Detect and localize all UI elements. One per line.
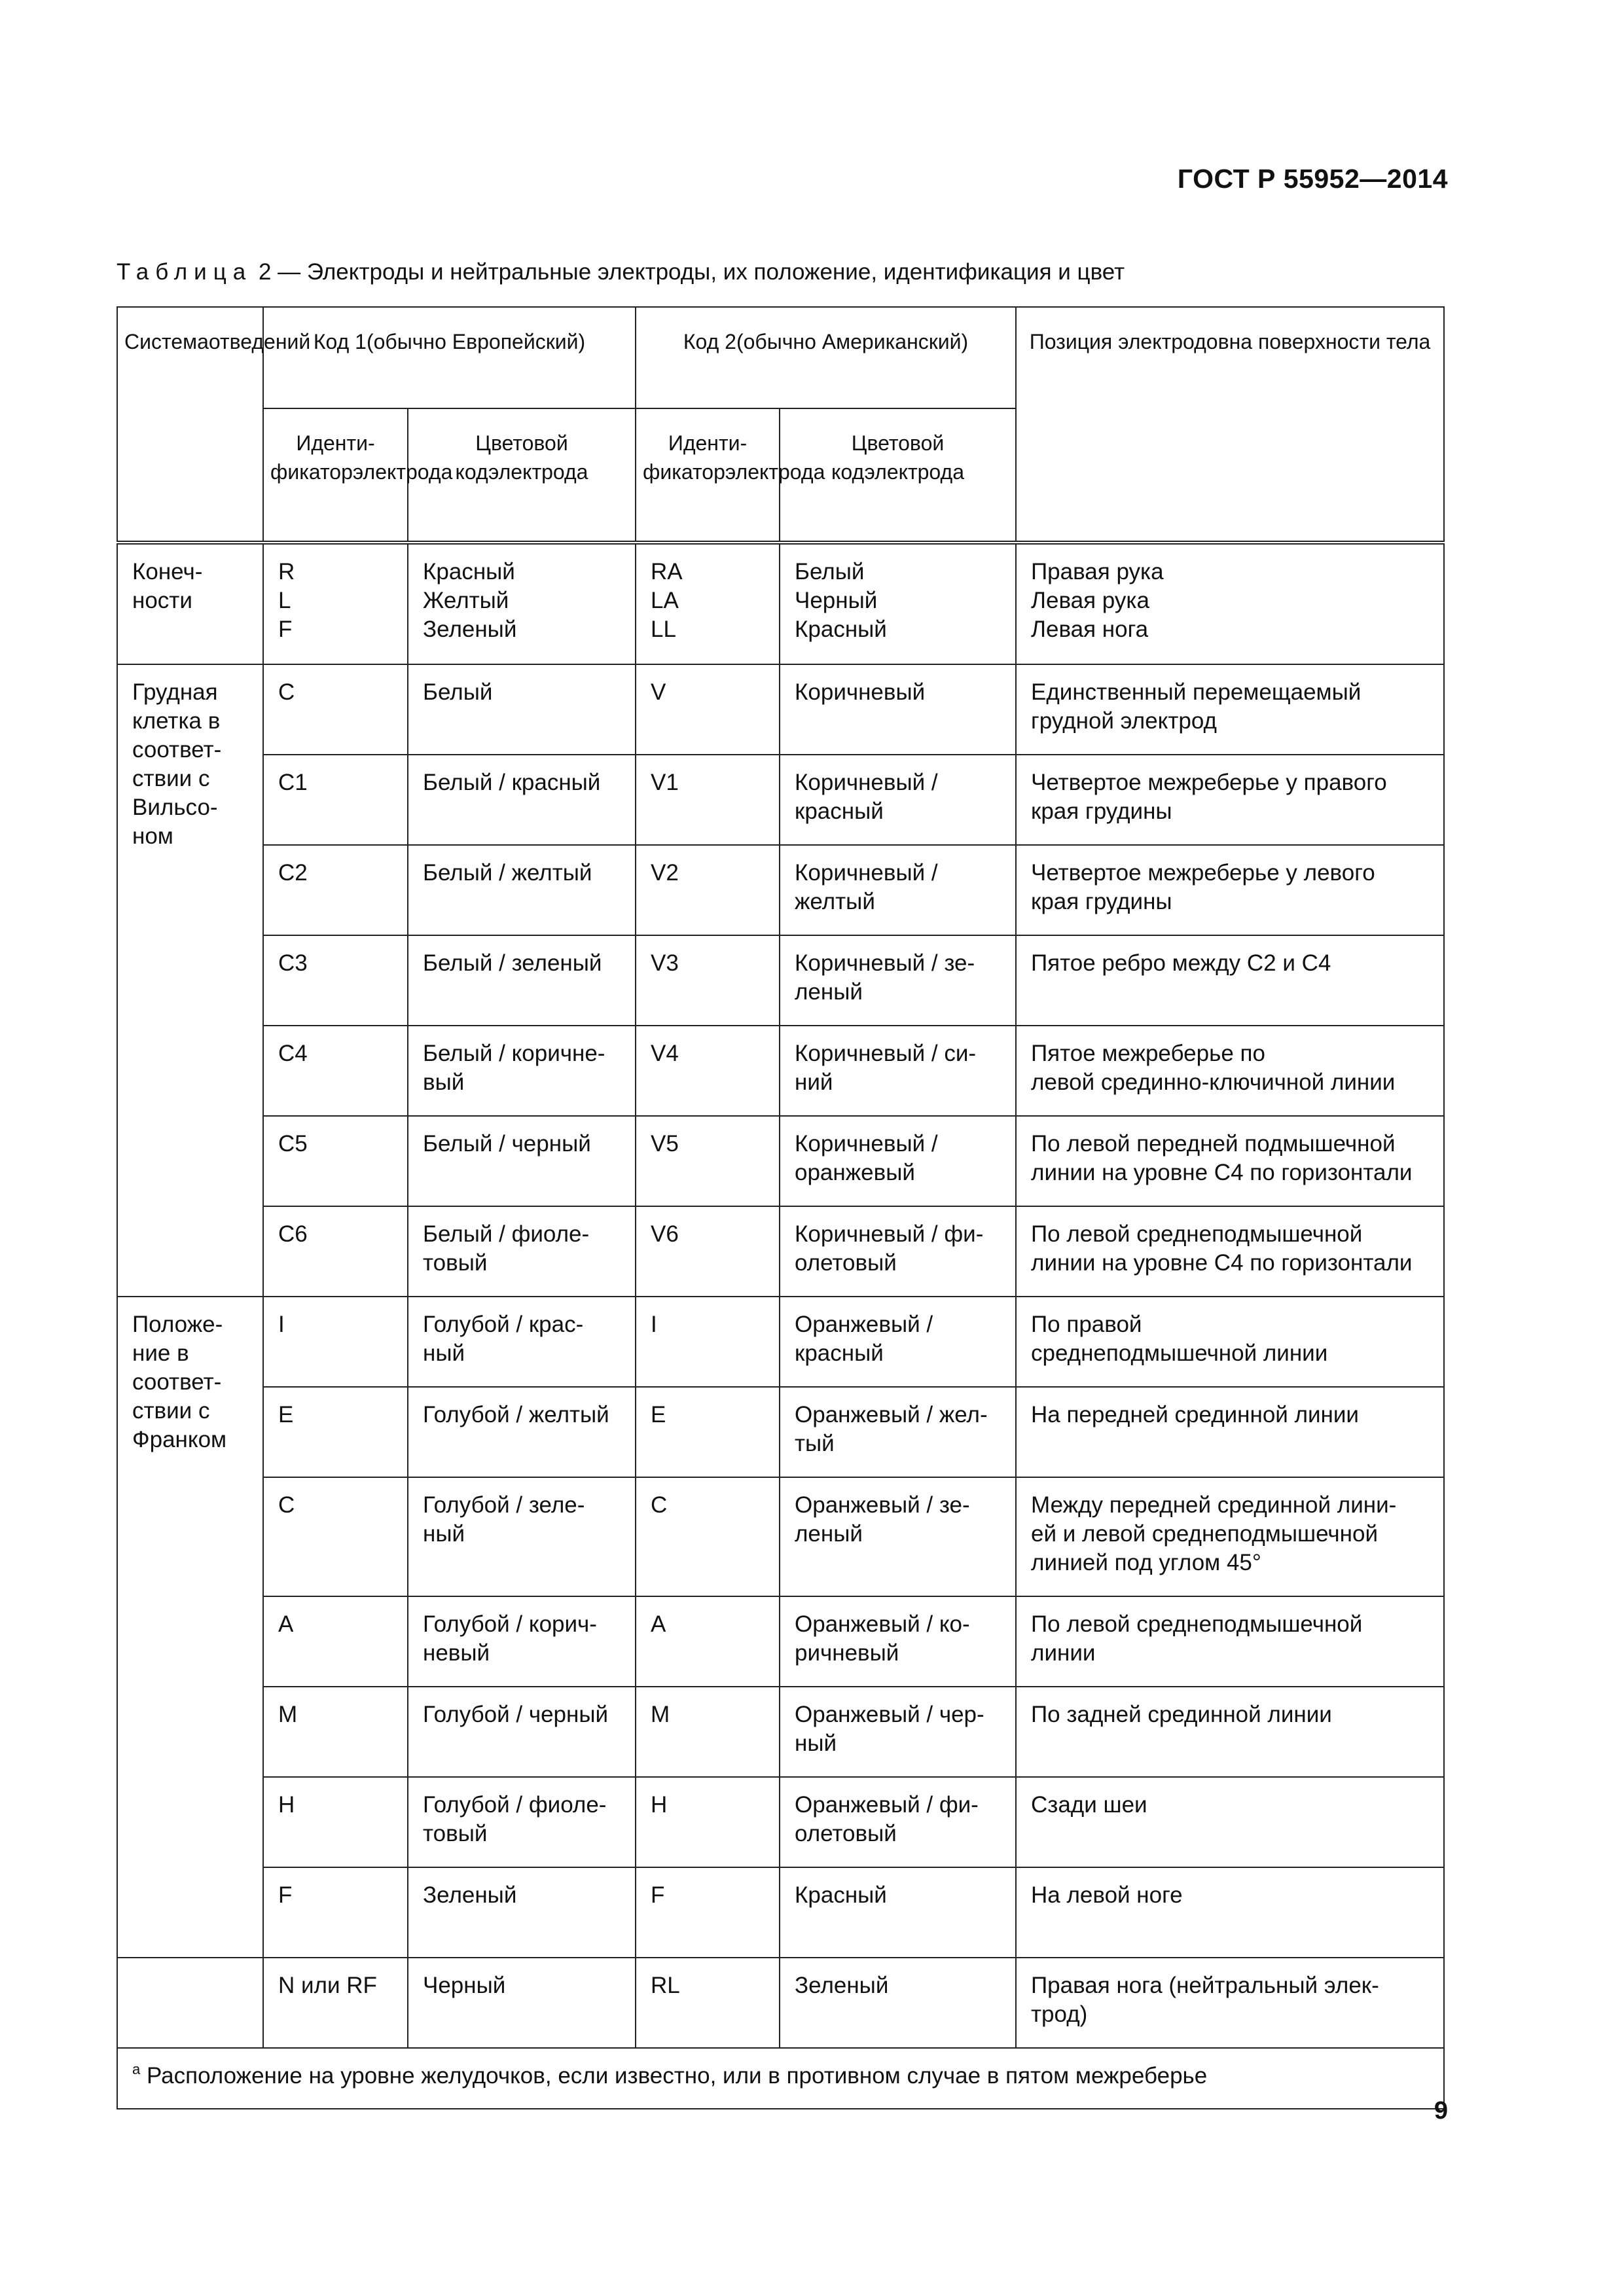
text-line: C1 [278,770,308,795]
text-line: Голубой / крас- [423,1312,584,1337]
text-line: A [651,1611,666,1637]
text-line: Сзади шеи [1031,1792,1147,1818]
text-line: олетовый [795,1250,897,1276]
text-line: Цветовой код [831,431,945,484]
cell-color1 [408,1777,636,1867]
cell-id2 [636,1477,780,1596]
text-line: края грудины [1031,798,1172,824]
table-row [117,1206,1444,1297]
system-frank [117,1297,263,1958]
cell-color1 [408,845,636,935]
text-line: ние в [132,1340,189,1366]
text-line: вый [423,1069,465,1095]
text-line: Коричневый / фи- [795,1221,984,1247]
text-line: ный [423,1340,465,1366]
header-position [1016,307,1444,543]
cell-id1 [263,664,408,755]
text-line: По левой среднеподмышечной [1031,1611,1363,1637]
caption-label: Таблица [117,259,253,285]
text-line: Голубой / желтый [423,1402,609,1427]
cell-id2 [636,1867,780,1958]
cell-color2 [780,664,1016,755]
text-line: среднеподмышечной линии [1031,1340,1328,1366]
text-line: Оранжевый / ко- [795,1611,970,1637]
cell-color2 [780,1596,1016,1687]
table-row [117,1387,1444,1477]
text-line: I [278,1312,285,1337]
text-line: Вильсо- [132,795,218,820]
text-line: товый [423,1821,488,1846]
text-line: Пятое ребро между C2 и C4 [1031,950,1331,976]
text-line: ный [423,1521,465,1547]
text-line: Красный [795,1882,887,1908]
text-line: Красный [423,559,515,584]
header-system [117,307,311,543]
text-line: фикатор [270,460,353,484]
text-line: левой срединно-ключичной линии [1031,1069,1396,1095]
text-line: V [651,679,666,705]
cell-position [1016,755,1444,845]
text-line: фикатор [643,460,725,484]
text-line: V1 [651,770,679,795]
text-line: C5 [278,1131,308,1157]
text-line: Цветовой код [455,431,568,484]
cell-color2 [780,1958,1016,2048]
cell-color1 [408,543,636,664]
text-line: C [278,679,295,705]
cell-color1 [408,935,636,1026]
text-line: Желтый [423,588,509,613]
text-line: Зеленый [423,1882,517,1908]
text-line: грудной электрод [1031,708,1217,734]
text-line: электрода [864,460,964,484]
cell-color2 [780,1297,1016,1387]
text-line: V2 [651,860,679,886]
electrodes-table [117,306,1445,2109]
text-line: электрода [352,460,453,484]
text-line: Оранжевый / фи- [795,1792,979,1818]
cell-id1 [263,1387,408,1477]
cell-color1 [408,1477,636,1596]
cell-position [1016,664,1444,755]
text-line: электрода [725,460,825,484]
text-line: E [651,1402,666,1427]
text-line: Четвертое межреберье у левого [1031,860,1375,886]
text-line: Белый / красный [423,770,601,795]
caption-number: 2 [258,259,272,285]
text-line: Оранжевый / чер- [795,1702,984,1727]
text-line: Левая рука [1031,588,1149,613]
text-line: N или RF [278,1973,377,1998]
text-line: края грудины [1031,889,1172,914]
text-line: C6 [278,1221,308,1247]
cell-color2 [780,1026,1016,1116]
text-line: H [278,1792,295,1818]
text-line: невый [423,1640,490,1666]
text-line: Белый / черный [423,1131,591,1157]
cell-position [1016,845,1444,935]
text-line: ричневый [795,1640,899,1666]
text-line: Код 1 [313,330,367,353]
cell-color2 [780,1687,1016,1777]
text-line: трод) [1031,2001,1088,2027]
text-line: Положе- [132,1312,223,1337]
text-line: Белый [795,559,865,584]
table-row [117,1026,1444,1116]
text-line: Грудная [132,679,218,705]
cell-color1 [408,1026,636,1116]
text-line: C3 [278,950,308,976]
header-code2-ident [636,408,825,543]
text-line: Коричневый / си- [795,1041,977,1066]
cell-id2 [636,1596,780,1687]
cell-id2 [636,755,780,845]
text-line: По правой [1031,1312,1142,1337]
cell-id1 [263,755,408,845]
cell-id2 [636,1687,780,1777]
cell-color2 [780,1777,1016,1867]
cell-position [1016,543,1444,664]
table-row [117,1596,1444,1687]
cell-color2 [780,1477,1016,1596]
cell-id2 [636,1026,780,1116]
text-line: ей и левой среднеподмышечной [1031,1521,1378,1547]
text-line: Голубой / фиоле- [423,1792,607,1818]
cell-id2 [636,543,780,664]
cell-position [1016,1867,1444,1958]
text-line: Оранжевый / жел- [795,1402,988,1427]
text-line: Белый / зеленый [423,950,602,976]
cell-id2 [636,845,780,935]
cell-color2 [780,1116,1016,1206]
table-caption [117,259,1125,285]
text-line: отведений [208,330,311,353]
text-line: C [651,1492,668,1518]
text-line: V4 [651,1041,679,1066]
text-line: Франком [132,1427,227,1452]
text-line: C [278,1492,295,1518]
text-line: Голубой / черный [423,1702,609,1727]
table-row-limbs [117,543,1444,664]
text-line: соответ- [132,1369,222,1395]
cell-color2 [780,1387,1016,1477]
cell-color1 [408,1116,636,1206]
text-line: Зеленый [795,1973,889,1998]
text-line: RA [651,559,683,584]
table-row [117,755,1444,845]
text-line: Левая нога [1031,617,1149,642]
cell-id2 [636,1116,780,1206]
text-line: M [651,1702,670,1727]
cell-position [1016,1206,1444,1297]
text-line: Конеч- [132,559,203,584]
text-line: ний [795,1069,833,1095]
cell-color2 [780,755,1016,845]
page-number: 9 [1434,2097,1448,2125]
cell-color1 [408,1297,636,1387]
cell-position [1016,1026,1444,1116]
table-row [117,845,1444,935]
cell-id2 [636,1777,780,1867]
text-line: R [278,559,295,584]
cell-id2 [636,935,780,1026]
text-line: L [278,588,291,613]
cell-id1 [263,1687,408,1777]
cell-id1 [263,1026,408,1116]
text-line: линии на уровне C4 по горизонтали [1031,1250,1413,1276]
cell-id2 [636,1387,780,1477]
text-line: V3 [651,950,679,976]
text-line: Пятое межреберье по [1031,1041,1265,1066]
cell-id1 [263,845,408,935]
text-line: LA [651,588,679,613]
text-line: Оранжевый / [795,1312,933,1337]
text-line: V6 [651,1221,679,1247]
cell-color2 [780,1867,1016,1958]
cell-position [1016,1116,1444,1206]
text-line: LL [651,617,676,642]
text-line: Коричневый / [795,1131,938,1157]
text-line: электрода [488,460,588,484]
text-line: товый [423,1250,488,1276]
text-line: оранжевый [795,1160,915,1185]
cell-id1 [263,935,408,1026]
text-line: V5 [651,1131,679,1157]
table-row-neutral [117,1958,1444,2048]
header-code2 [636,307,1016,408]
text-line: Иденти- [296,431,375,455]
text-line: ствии с [132,766,210,791]
cell-id2 [636,1958,780,2048]
text-line: олетовый [795,1821,897,1846]
cell-color1 [408,1596,636,1687]
table-footnote-row [117,2048,1444,2109]
text-line: A [278,1611,294,1637]
text-line: F [651,1882,665,1908]
text-line: Белый / желтый [423,860,592,886]
cell-position [1016,1777,1444,1867]
text-line: E [278,1402,294,1427]
cell-color2 [780,845,1016,935]
text-line: Коричневый / [795,770,938,795]
cell-position [1016,1477,1444,1596]
text-line: Белый / коричне- [423,1041,605,1066]
header-row-top [117,307,1444,408]
text-line: ствии с [132,1398,210,1424]
text-line: леный [795,979,863,1005]
cell-color2 [780,935,1016,1026]
text-line: Правая рука [1031,559,1164,584]
text-line: ный [795,1731,837,1756]
table-row [117,664,1444,755]
cell-color1 [408,1206,636,1297]
text-line: тый [795,1431,835,1456]
text-line: Коричневый / [795,860,938,886]
cell-id1 [263,1777,408,1867]
text-line: Зеленый [423,617,517,642]
cell-id1 [263,1958,408,2048]
text-line: Коричневый [795,679,926,705]
text-line: клетка в [132,708,221,734]
system-limbs [117,543,263,664]
text-line: Черный [795,588,878,613]
text-line: На передней срединной линии [1031,1402,1359,1427]
text-line: C2 [278,860,308,886]
cell-position [1016,935,1444,1026]
caption-text: — Электроды и нейтральные электроды, их положение, идентификация и цвет [271,259,1125,285]
text-line: леный [795,1521,863,1547]
cell-id1 [263,1116,408,1206]
text-line: По задней срединной линии [1031,1702,1332,1727]
text-line: Четвертое межреберье у правого [1031,770,1387,795]
cell-color2 [780,543,1016,664]
text-line: По левой передней подмышечной [1031,1131,1396,1157]
cell-id1 [263,1206,408,1297]
text-line: (обычно Европейский) [366,330,586,353]
header-code1 [263,307,636,408]
text-line: Голубой / корич- [423,1611,597,1637]
cell-position [1016,1596,1444,1687]
cell-position [1016,1387,1444,1477]
system-empty [117,1958,263,2048]
text-line: соответ- [132,737,222,762]
cell-position [1016,1297,1444,1387]
text-line: ности [132,588,192,613]
text-line: Единственный перемещаемый [1031,679,1362,705]
header-code1-ident [263,408,453,543]
text-line: красный [795,1340,884,1366]
table-row [117,1477,1444,1596]
cell-color1 [408,1387,636,1477]
text-line: линией под углом 45° [1031,1550,1261,1575]
cell-id1 [263,1596,408,1687]
text-line: Между передней срединной лини- [1031,1492,1397,1518]
text-line: Правая нога (нейтральный элек- [1031,1973,1379,1998]
text-line: Система [124,330,209,353]
cell-id1 [263,1477,408,1596]
system-wilson [117,664,263,1297]
footnote-mark: a [132,2061,141,2077]
text-line: F [278,1882,293,1908]
cell-color1 [408,1958,636,2048]
table-row [117,1867,1444,1958]
text-line: Черный [423,1973,506,1998]
text-line: Белый [423,679,493,705]
table-footnote [117,2048,1444,2109]
cell-position [1016,1687,1444,1777]
text-line: линии [1031,1640,1096,1666]
text-line: F [278,617,293,642]
text-line: красный [795,798,884,824]
text-line: Иденти- [668,431,748,455]
cell-id2 [636,664,780,755]
document-number-header: ГОСТ Р 55952—2014 [1177,164,1448,194]
text-line: Красный [795,617,887,642]
cell-id2 [636,1206,780,1297]
cell-color2 [780,1206,1016,1297]
cell-id1 [263,543,408,664]
text-line: C4 [278,1041,308,1066]
footnote-text: Расположение на уровне желудочков, если известно, или в противном случае в пятом межреберье [140,2063,1208,2089]
text-line: линии на уровне C4 по горизонтали [1031,1160,1413,1185]
cell-color1 [408,1867,636,1958]
cell-color1 [408,1687,636,1777]
text-line: По левой среднеподмышечной [1031,1221,1363,1247]
text-line: M [278,1702,298,1727]
text-line: RL [651,1973,680,1998]
text-line: желтый [795,889,875,914]
text-line: Код 2 [683,330,736,353]
text-line: Голубой / зеле- [423,1492,585,1518]
table-row [117,935,1444,1026]
table-row [117,1687,1444,1777]
cell-id1 [263,1297,408,1387]
text-line: Коричневый / зе- [795,950,975,976]
text-line: На левой ноге [1031,1882,1183,1908]
table-row [117,1297,1444,1387]
table-row [117,1777,1444,1867]
text-line: на поверхности тела [1229,330,1431,353]
table-row [117,1116,1444,1206]
text-line: Позиция электродов [1029,330,1229,353]
cell-id1 [263,1867,408,1958]
cell-color1 [408,664,636,755]
cell-id2 [636,1297,780,1387]
text-line: I [651,1312,657,1337]
text-line: H [651,1792,668,1818]
cell-position [1016,1958,1444,2048]
text-line: Оранжевый / зе- [795,1492,970,1518]
text-line: ном [132,823,173,849]
cell-color1 [408,755,636,845]
text-line: (обычно Американский) [736,330,969,353]
text-line: Белый / фиоле- [423,1221,590,1247]
